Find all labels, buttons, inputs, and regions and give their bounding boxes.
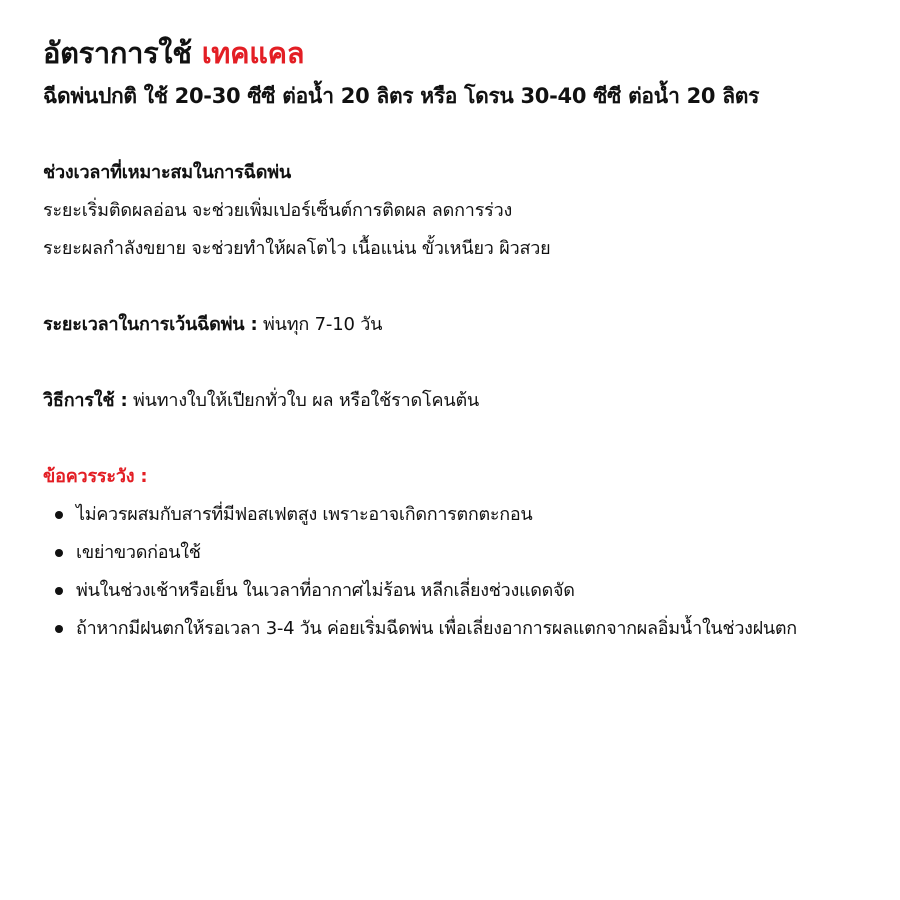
title-text: อัตราการใช้ <box>43 36 192 70</box>
bullet-icon <box>55 511 63 519</box>
timing-section <box>43 154 873 268</box>
caution-text: ไม่ควรผสมกับสารที่มีฟอสเฟตสูง เพราะอาจเกิดการตกตะกอน <box>76 504 533 525</box>
cautions-heading: ข้อควรระวัง : <box>43 466 148 487</box>
interval-line <box>43 306 873 344</box>
bullet-icon <box>55 549 63 557</box>
usage-document <box>43 30 873 648</box>
bullet-icon <box>55 587 63 595</box>
timing-line: ระยะผลกำลังขยาย จะช่วยทำให้ผลโตไว เนื้อแน่น ขั้วเหนียว ผิวสวย <box>43 238 551 259</box>
interval-section <box>43 306 873 344</box>
page-title <box>43 30 873 76</box>
interval-value: พ่นทุก 7-10 วัน <box>263 314 383 335</box>
caution-text: เขย่าขวดก่อนใช้ <box>76 542 201 563</box>
caution-text: ถ้าหากมีฝนตกให้รอเวลา 3-4 วัน ค่อยเริ่มฉีดพ่น เพื่อเลี่ยงอาการผลแตกจากผลอิ่มน้ำในช่วงฝนตก <box>76 618 797 639</box>
bullet-icon <box>55 625 63 633</box>
method-section <box>43 382 873 420</box>
brand-name: เทคแคล <box>201 36 305 70</box>
cautions-section <box>43 458 873 648</box>
dosage-text: ฉีดพ่นปกติ ใช้ 20-30 ซีซี ต่อน้ำ 20 ลิตร หรือ โดรน 30-40 ซีซี ต่อน้ำ 20 ลิตร <box>43 84 760 108</box>
cautions-list <box>43 496 873 648</box>
list-item <box>43 610 873 648</box>
method-label: วิธีการใช้ : <box>43 390 128 411</box>
method-line <box>43 382 873 420</box>
list-item <box>43 534 873 572</box>
timing-line: ระยะเริ่มติดผลอ่อน จะช่วยเพิ่มเปอร์เซ็นต์การติดผล ลดการร่วง <box>43 200 513 221</box>
timing-heading: ช่วงเวลาที่เหมาะสมในการฉีดพ่น <box>43 162 291 183</box>
list-item <box>43 496 873 534</box>
list-item <box>43 572 873 610</box>
caution-text: พ่นในช่วงเช้าหรือเย็น ในเวลาที่อากาศไม่ร้อน หลีกเลี่ยงช่วงแดดจัด <box>76 580 575 601</box>
method-value: พ่นทางใบให้เปียกทั่วใบ ผล หรือใช้ราดโคนต้น <box>132 390 480 411</box>
interval-label: ระยะเวลาในการเว้นฉีดพ่น : <box>43 314 258 335</box>
